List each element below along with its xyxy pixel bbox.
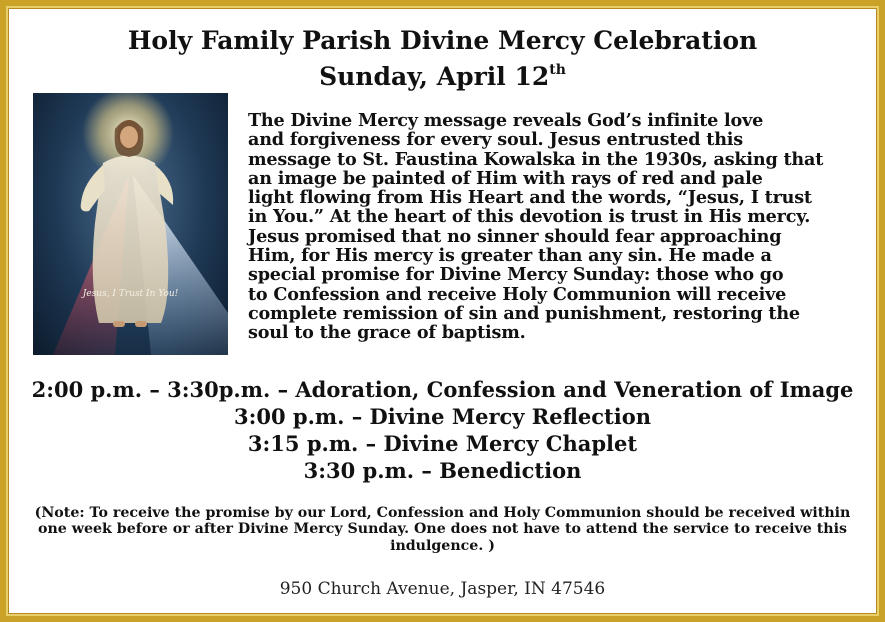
schedule-list	[0, 376, 885, 484]
flyer-date-suffix: th	[549, 62, 566, 78]
schedule-item: 3:30 p.m. – Benediction	[303, 458, 582, 483]
indulgence-note: (Note: To receive the promise by our Lord, Confession and Holy Communion should be received within one week before or after Divine Mercy Sunday. One does not have to attend the service to receive this indulgence. )	[34, 505, 851, 554]
image-caption: Jesus, I Trust In You!	[82, 289, 179, 299]
schedule-item: 2:00 p.m. – 3:30p.m. – Adoration, Confession and Veneration of Image	[31, 377, 854, 402]
face-highlight	[120, 126, 138, 148]
flyer-date-text: Sunday, April 12	[319, 62, 550, 91]
schedule-item: 3:00 p.m. – Divine Mercy Reflection	[233, 404, 651, 429]
schedule-item: 3:15 p.m. – Divine Mercy Chaplet	[247, 431, 638, 456]
description-paragraph: The Divine Mercy message reveals God’s infinite love and forgiveness for every soul. Jesus entrusted this message to St. Faustina Kowalska in the 1930s, asking that an image be painted of Him with rays of red and pale light flowing from His Heart and the words, “Jesus, I trust in You.” At the heart of this devotion is trust in His mercy. Jesus promised that no sinner should fear approaching Him, for His mercy is greater than any sin. He made a special promise for Divine Mercy Sunday: those who go to Confession and receive Holy Communion will receive complete remission of sin and punishment, restoring the soul to the grace of baptism.	[248, 110, 824, 344]
divine-mercy-illustration	[33, 93, 228, 355]
flyer-date	[0, 62, 885, 91]
divine-mercy-image	[33, 93, 228, 355]
flyer-title: Holy Family Parish Divine Mercy Celebration	[127, 26, 758, 55]
foot-right	[135, 321, 147, 327]
parish-address: 950 Church Avenue, Jasper, IN 47546	[279, 579, 606, 599]
foot-left	[113, 321, 125, 327]
